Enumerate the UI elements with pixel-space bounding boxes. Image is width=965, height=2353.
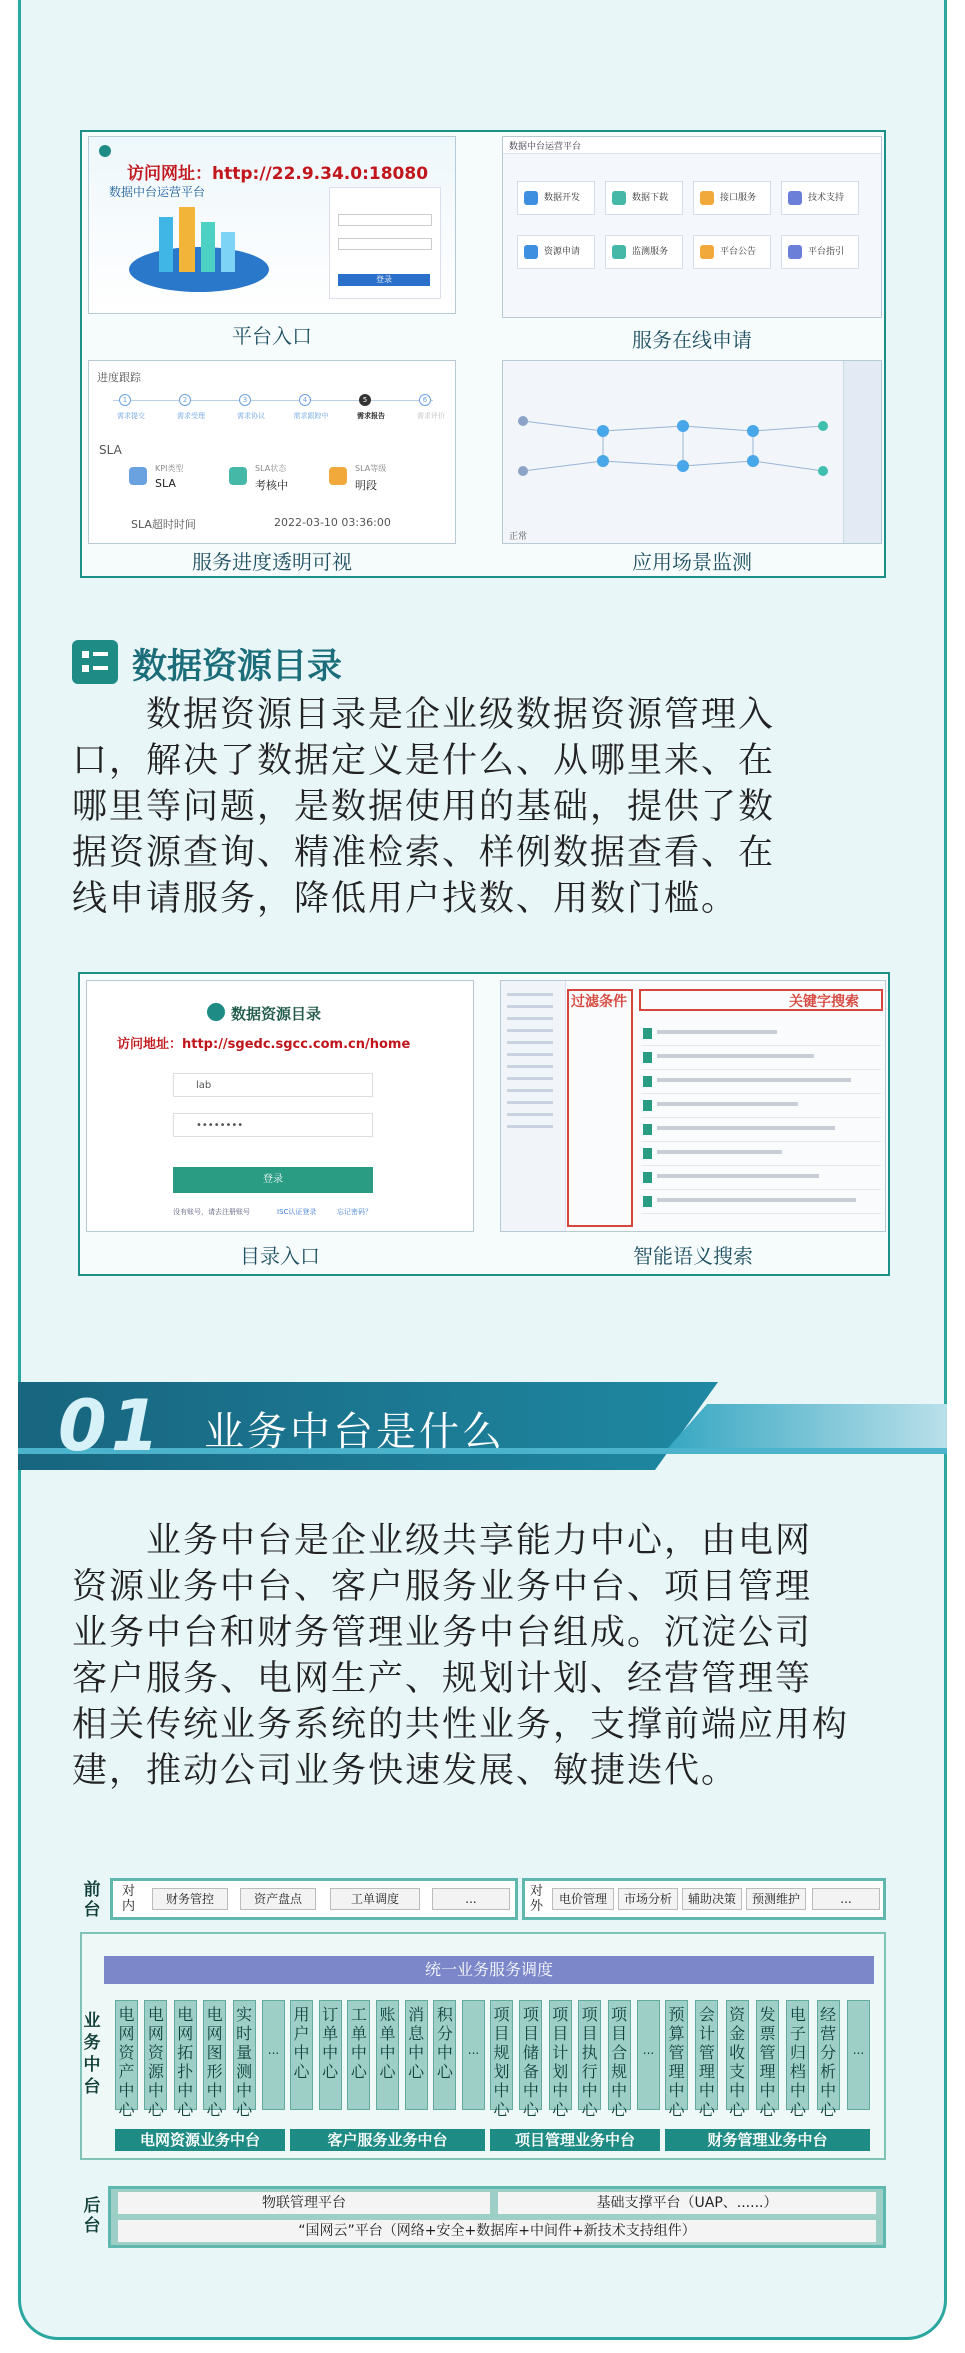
banner-title: 业务中台是什么 xyxy=(204,1409,505,1455)
catalog-paragraph-line: 口，解决了数据定义是什么、从哪里来、在 xyxy=(72,741,776,781)
search-result-row[interactable] xyxy=(641,1025,881,1046)
service-tile-label: 技术支持 xyxy=(808,193,845,203)
caption-platform-entry: 平台入口 xyxy=(232,324,312,348)
business-paragraph xyxy=(72,1518,932,1794)
middle-tier-label: 业务中台 xyxy=(83,2011,101,2097)
business-center-column: 项目规划中心 xyxy=(490,2000,513,2110)
business-center-column: 消息中心 xyxy=(405,2000,428,2110)
search-result-text-line xyxy=(657,1102,798,1106)
business-center-column: 实时量测中心 xyxy=(233,2000,256,2110)
business-center-column: ... xyxy=(637,2000,660,2110)
unified-dispatch-bar: 统一业务服务调度 xyxy=(104,1956,874,1984)
search-result-icon xyxy=(643,1172,652,1183)
business-center-column: 账单中心 xyxy=(376,2000,399,2110)
service-tile-label: 接口服务 xyxy=(720,193,757,203)
business-center-column: 电网资源中心 xyxy=(144,2000,167,2110)
business-center-column: 经营分析中心 xyxy=(817,2000,840,2110)
progress-step-dot: 4 xyxy=(299,394,311,406)
business-paragraph-line: 相关传统业务系统的共性业务，支撑前端应用构 xyxy=(72,1705,850,1745)
iot-platform: 物联管理平台 xyxy=(118,2192,490,2214)
business-paragraph-line: 业务中台是企业级共享能力中心，由电网 xyxy=(72,1521,813,1561)
search-result-icon xyxy=(643,1076,652,1087)
progress-title: 进度跟踪 xyxy=(97,371,141,384)
business-paragraph-line: 资源业务中台、客户服务业务中台、项目管理 xyxy=(72,1567,813,1607)
search-result-text-line xyxy=(657,1198,856,1202)
banner-number: 01 xyxy=(58,1385,164,1467)
catalog-login-screenshot xyxy=(86,980,474,1232)
state-grid-cloud-platform: “国网云”平台（网络+安全+数据库+中间件+新技术支持组件） xyxy=(118,2220,876,2242)
sla-item-icon xyxy=(129,467,147,485)
business-center-column: 订单中心 xyxy=(319,2000,342,2110)
front-outer-label: 对外 xyxy=(530,1884,544,1914)
caption-progress-visible: 服务进度透明可视 xyxy=(192,550,352,574)
catalog-login-button[interactable]: 登录 xyxy=(173,1167,373,1193)
search-result-text-line xyxy=(657,1174,819,1178)
search-result-row[interactable] xyxy=(641,1073,881,1094)
sla-item-icon xyxy=(329,467,347,485)
platform-screens-collage xyxy=(80,130,886,578)
service-tile[interactable] xyxy=(781,181,859,215)
service-tile-label: 数据开发 xyxy=(544,193,581,203)
catalog-paragraph-line: 哪里等问题，是数据使用的基础，提供了数 xyxy=(72,787,776,827)
sla-item xyxy=(229,461,324,499)
service-tile-icon xyxy=(612,245,626,259)
service-tile[interactable] xyxy=(517,235,595,269)
catalog-tree-sidebar xyxy=(501,981,566,1232)
progress-step-dot: 6 xyxy=(419,394,431,406)
business-center-column: 项目储备中心 xyxy=(519,2000,542,2110)
business-center-column: 项目执行中心 xyxy=(578,2000,601,2110)
outer-item-price: 电价管理 xyxy=(552,1888,614,1910)
business-center-column: 电子归档中心 xyxy=(786,2000,809,2110)
base-support-platform: 基础支撑平台（UAP、......） xyxy=(498,2192,876,2214)
sla-item xyxy=(129,461,224,499)
service-tile-icon xyxy=(524,245,538,259)
progress-step-dot: 3 xyxy=(239,394,251,406)
platform-url: 访问网址：http://22.9.34.0:18080 xyxy=(127,164,429,184)
sla-item-value: 考核中 xyxy=(255,479,288,492)
business-center-column: ... xyxy=(462,2000,485,2110)
search-result-text-line xyxy=(657,1150,782,1154)
business-center-column: 电网拓扑中心 xyxy=(174,2000,197,2110)
business-center-column: 用户中心 xyxy=(290,2000,313,2110)
business-center-column: 发票管理中心 xyxy=(756,2000,779,2110)
search-result-text-line xyxy=(657,1078,851,1082)
group-project-management: 项目管理业务中台 xyxy=(490,2129,660,2151)
service-tile-label: 平台公告 xyxy=(720,247,757,257)
service-tile-label: 监测服务 xyxy=(632,247,669,257)
business-center-column: 资金收支中心 xyxy=(726,2000,749,2110)
service-tile-label: 数据下载 xyxy=(632,193,669,203)
sla-item-label: SLA状态 xyxy=(255,464,287,473)
password-input[interactable] xyxy=(338,238,432,250)
semantic-search-screenshot xyxy=(500,980,886,1232)
progress-step-dot: 2 xyxy=(179,394,191,406)
service-tile-icon xyxy=(524,191,538,205)
service-application-screenshot xyxy=(502,136,882,318)
progress-step-dot: 1 xyxy=(119,394,131,406)
monitor-side-panel xyxy=(843,361,882,544)
service-tile-icon xyxy=(700,245,714,259)
search-result-text-line xyxy=(657,1126,835,1130)
service-tile-icon xyxy=(788,245,802,259)
monitor-flow-diagram xyxy=(503,371,882,531)
front-inner-label: 对内 xyxy=(122,1884,136,1914)
catalog-isc-login-link[interactable]: ISC认证登录 xyxy=(277,1208,317,1216)
search-result-row[interactable] xyxy=(641,1193,881,1214)
search-results-list xyxy=(641,1025,881,1225)
catalog-password-input[interactable] xyxy=(173,1113,373,1137)
catalog-section-title: 数据资源目录 xyxy=(132,647,343,687)
search-result-icon xyxy=(643,1148,652,1159)
service-tile[interactable] xyxy=(781,235,859,269)
search-result-text-line xyxy=(657,1054,814,1058)
group-customer-service: 客户服务业务中台 xyxy=(290,2129,485,2151)
catalog-login-url: 访问地址：http://sgedc.sgcc.com.cn/home xyxy=(117,1037,411,1052)
service-tile[interactable] xyxy=(605,235,683,269)
outer-item-market: 市场分析 xyxy=(618,1888,678,1910)
inner-item-work-order: 工单调度 xyxy=(330,1888,420,1910)
search-result-icon xyxy=(643,1196,652,1207)
business-paragraph-line: 业务中台和财务管理业务中台组成。沉淀公司 xyxy=(72,1613,813,1653)
search-result-row[interactable] xyxy=(641,1169,881,1190)
search-result-row[interactable] xyxy=(641,1145,881,1166)
sgcc-logo xyxy=(99,145,111,157)
business-center-column: 会计管理中心 xyxy=(695,2000,718,2110)
business-center-column: ... xyxy=(262,2000,285,2110)
business-center-column: 积分中心 xyxy=(433,2000,456,2110)
sla-time-label: SLA超时时间 xyxy=(131,518,196,531)
inner-item-asset-inventory: 资产盘点 xyxy=(240,1888,316,1910)
business-center-column: 项目合规中心 xyxy=(608,2000,631,2110)
search-result-row[interactable] xyxy=(641,1097,881,1118)
section-banner xyxy=(18,1382,947,1470)
monitor-footer-status: 正常 xyxy=(509,532,528,542)
service-tile-icon xyxy=(612,191,626,205)
sla-item xyxy=(329,461,424,499)
service-tile-label: 资源申请 xyxy=(544,247,581,257)
business-center-column: 电网资产中心 xyxy=(115,2000,138,2110)
service-app-title: 数据中台运营平台 xyxy=(509,142,582,152)
front-tier-label: 前台 xyxy=(83,1880,101,1920)
caption-service-online: 服务在线申请 xyxy=(632,328,752,352)
search-result-row[interactable] xyxy=(641,1049,881,1070)
catalog-paragraph-line: 据资源查询、精准检索、样例数据查看、在 xyxy=(72,833,776,873)
progress-step-label: 需求受理 xyxy=(177,412,205,420)
business-center-column: 预算管理中心 xyxy=(665,2000,688,2110)
catalog-paragraph xyxy=(72,692,912,922)
sla-items xyxy=(129,461,449,501)
search-result-text-line xyxy=(657,1030,777,1034)
search-result-icon xyxy=(643,1124,652,1135)
scenario-monitor-screenshot xyxy=(502,360,882,544)
filter-conditions-box xyxy=(567,989,633,1227)
login-form-card xyxy=(329,187,441,299)
outer-item-maintenance: 预测维护 xyxy=(746,1888,806,1910)
service-tiles-grid xyxy=(517,181,873,301)
outer-item-more: ... xyxy=(812,1888,880,1910)
progress-steps xyxy=(103,391,453,431)
caption-scenario-monitor: 应用场景监测 xyxy=(632,550,752,574)
sla-label: SLA xyxy=(99,443,122,457)
group-grid-resource: 电网资源业务中台 xyxy=(115,2129,285,2151)
service-tile-icon xyxy=(700,191,714,205)
keyword-search-label: 关键字搜索 xyxy=(789,994,859,1010)
search-result-icon xyxy=(643,1028,652,1039)
business-paragraph-line: 建，推动公司业务快速发展、敏捷迭代。 xyxy=(72,1751,739,1791)
inner-item-finance-control: 财务管控 xyxy=(152,1888,228,1910)
progress-step-label: 需求报告 xyxy=(357,412,385,420)
caption-catalog-entry: 目录入口 xyxy=(240,1244,320,1268)
sla-item-label: KPI类型 xyxy=(155,464,184,473)
service-progress-screenshot xyxy=(88,360,456,544)
sla-item-icon xyxy=(229,467,247,485)
service-tile[interactable] xyxy=(605,181,683,215)
username-input[interactable] xyxy=(338,214,432,226)
catalog-paragraph-line: 数据资源目录是企业级数据资源管理入 xyxy=(72,695,776,735)
inner-item-more: ... xyxy=(432,1888,510,1910)
back-tier-label: 后台 xyxy=(83,2196,101,2236)
search-result-icon xyxy=(643,1100,652,1111)
list-icon xyxy=(72,640,118,684)
business-center-column: 电网图形中心 xyxy=(203,2000,226,2110)
filter-conditions-label: 过滤条件 xyxy=(571,994,627,1010)
platform-entry-screenshot xyxy=(88,136,456,314)
business-paragraph-line: 客户服务、电网生产、规划计划、经营管理等 xyxy=(72,1659,813,1699)
business-center-column: ... xyxy=(847,2000,870,2110)
platform-name: 数据中台运营平台 xyxy=(109,185,206,199)
service-tile[interactable] xyxy=(517,181,595,215)
progress-step-dot: 5 xyxy=(359,394,371,406)
progress-step-label: 需求协议 xyxy=(237,412,265,420)
service-tile-label: 平台指引 xyxy=(808,247,845,257)
catalog-register-link[interactable]: 没有账号，请去注册账号 xyxy=(173,1208,250,1216)
catalog-forgot-password-link[interactable]: 忘记密码？ xyxy=(337,1208,372,1216)
catalog-username-input[interactable] xyxy=(173,1073,373,1097)
business-center-column: 工单中心 xyxy=(347,2000,370,2110)
sla-item-value: 明段 xyxy=(355,479,377,492)
caption-semantic-search: 智能语义搜索 xyxy=(633,1244,753,1268)
sla-item-label: SLA等级 xyxy=(355,464,387,473)
outer-item-decision: 辅助决策 xyxy=(682,1888,742,1910)
catalog-password-value: •••••••• xyxy=(196,1120,244,1131)
search-result-row[interactable] xyxy=(641,1121,881,1142)
sla-item-value: SLA xyxy=(155,477,176,490)
service-tile[interactable] xyxy=(693,181,771,215)
catalog-logo-icon xyxy=(207,1003,225,1021)
progress-step-label: 需求提交 xyxy=(117,412,145,420)
business-center-column: 项目计划中心 xyxy=(549,2000,572,2110)
service-tile[interactable] xyxy=(693,235,771,269)
catalog-username-value: lab xyxy=(196,1080,212,1091)
city-illustration xyxy=(129,207,279,297)
progress-step-label: 需求评价 xyxy=(417,412,445,420)
platform-login-button[interactable]: 登录 xyxy=(338,274,430,286)
progress-step-label: 需求跟踪中 xyxy=(293,412,329,420)
catalog-screens-collage xyxy=(78,972,890,1276)
catalog-login-title: 数据资源目录 xyxy=(231,1005,322,1023)
search-result-icon xyxy=(643,1052,652,1063)
service-tile-icon xyxy=(788,191,802,205)
group-finance-management: 财务管理业务中台 xyxy=(665,2129,870,2151)
sla-time-value: 2022-03-10 03:36:00 xyxy=(274,516,391,529)
catalog-paragraph-line: 线申请服务，降低用户找数、用数门槛。 xyxy=(72,879,739,919)
